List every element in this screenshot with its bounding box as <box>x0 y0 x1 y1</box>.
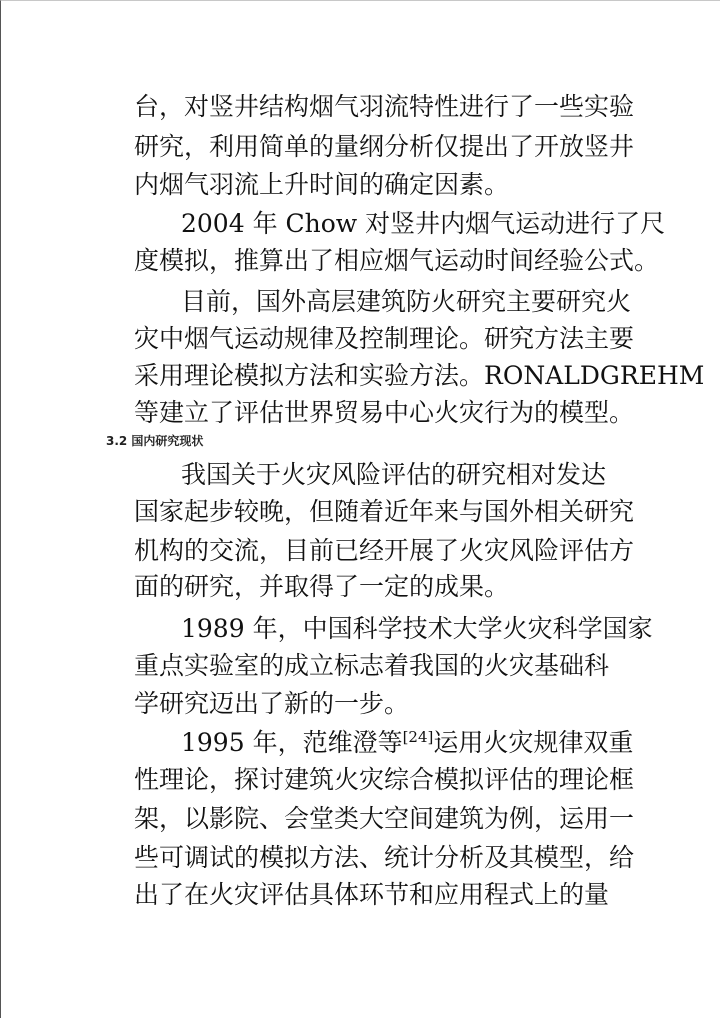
citation-reference: [24] <box>402 728 434 746</box>
text-line: 机构的交流，目前已经开展了火灾风险评估方 <box>134 536 635 565</box>
text-line: 出了在火灾评估具体环节和应用程式上的量 <box>134 880 610 909</box>
section-heading: 3.2 国内研究现状 <box>106 434 204 448</box>
paragraph-first-line: 我国关于火灾风险评估的研究相对发达 <box>181 460 607 489</box>
text-line: 面的研究，并取得了一定的成果。 <box>134 572 510 601</box>
text-line: 架，以影院、会堂类大空间建筑为例，运用一 <box>134 804 635 833</box>
text-line: 台，对竖井结构烟气羽流特性进行了一些实验 <box>134 92 635 121</box>
text-line: 研究，利用简单的量纲分析仅提出了开放竖井 <box>134 132 635 161</box>
text-line: 国家起步较晚，但随着近年来与国外相关研究 <box>134 497 635 526</box>
text-line: 性理论，探讨建筑火灾综合模拟评估的理论框 <box>134 765 635 794</box>
text-line: 些可调试的模拟方法、统计分析及其模型，给 <box>134 843 635 872</box>
text-run: 1995 年，范维澄等 <box>181 728 403 757</box>
text-line: 学研究迈出了新的一步。 <box>134 689 410 718</box>
text-run: 运用火灾规律双重 <box>433 728 634 757</box>
text-line: 采用理论模拟方法和实验方法。RONALDGREHM <box>134 361 705 390</box>
paragraph-first-line: 2004 年 Chow 对竖井内烟气运动进行了尺 <box>181 209 666 238</box>
text-line: 度模拟，推算出了相应烟气运动时间经验公式。 <box>134 246 660 275</box>
paragraph-first-line: 目前，国外高层建筑防火研究主要研究火 <box>181 287 632 316</box>
text-line: 等建立了评估世界贸易中心火灾行为的模型。 <box>134 398 635 427</box>
text-line: 重点实验室的成立标志着我国的火灾基础科 <box>134 651 610 680</box>
paragraph-first-line: 1989 年，中国科学技术大学火灾科学国家 <box>181 614 653 643</box>
paragraph-first-line <box>181 723 633 763</box>
text-line: 内烟气羽流上升时间的确定因素。 <box>134 170 510 199</box>
text-line: 灾中烟气运动规律及控制理论。研究方法主要 <box>134 324 635 353</box>
